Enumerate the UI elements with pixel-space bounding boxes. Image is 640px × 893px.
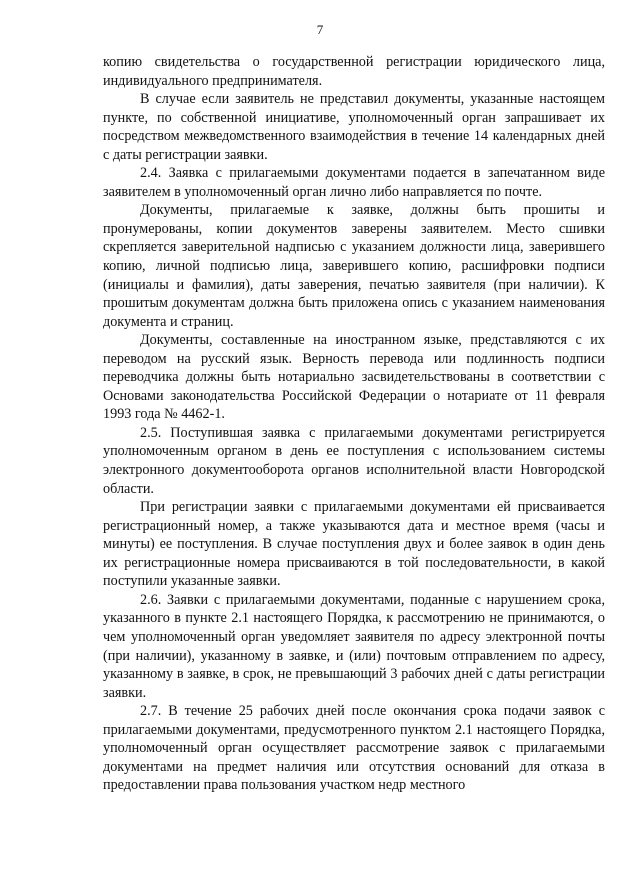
paragraph-continuation: копию свидетельства о государственной регистрации юридического лица, индивидуального предпринимателя. <box>103 54 605 89</box>
paragraph-document-binding: Документы, прилагаемые к заявке, должны быть прошиты и пронумерованы, копии документов заверены заявителем. Место сшивки скрепляется заверительной надписью с указанием должности лица, заверившего копию, личной подписью лица, заверившего копию, расшифровки подписи (инициалы и фамилия), даты заверения, печатью заявителя (при наличии). К прошитым документам должна быть приложена опись с указанием наименования документа и страниц. <box>103 202 605 330</box>
page-number: 7 <box>316 22 324 37</box>
paragraph-foreign-language: Документы, составленные на иностранном языке, представляются с их переводом на русский язык. Верность перевода или подлинность подписи переводчика должны быть нотариально засвидетельствованы в соответствии с Основами законодательства Российской Федерации о нотариате от 11 февраля 1993 года № 4462-1. <box>103 332 605 423</box>
paragraph-2-6: 2.6. Заявки с прилагаемыми документами, поданные с нарушением срока, указанного в пункте 2.1 настоящего Порядка, к рассмотрению не принимаются, о чем уполномоченный орган уведомляет заявителя по адресу электронной почты (при наличии), указанному в заявке, и (или) почтовым отправлением по адресу, указанному в заявке, в срок, не превышающий 3 рабочих дней с даты регистрации заявки. <box>103 591 605 701</box>
paragraph-registration-number: При регистрации заявки с прилагаемыми документами ей присваивается регистрационный номер, а также указываются дата и местное время (часы и минуты) ее поступления. В случае поступления двух и более заявок в один день их регистрационные номера присваиваются в той последовательности, в какой поступили указанные заявки. <box>103 499 605 590</box>
paragraph-2-5: 2.5. Поступившая заявка с прилагаемыми документами регистрируется уполномоченным органом в день ее поступления с использованием системы электронного документооборота органов исполнительной власти Новгородской области. <box>103 424 605 497</box>
document-body <box>103 53 605 795</box>
paragraph-2-4: 2.4. Заявка с прилагаемыми документами подается в запечатанном виде заявителем в уполномоченный орган лично либо направляется по почте. <box>103 165 605 200</box>
paragraph-2-7: 2.7. В течение 25 рабочих дней после окончания срока подачи заявок с прилагаемыми документами, предусмотренного пунктом 2.1 настоящего Порядка, уполномоченный орган осуществляет рассмотрение заявок с прилагаемыми документами на предмет наличия или отсутствия оснований для отказа в предоставлении права пользования участком недр местного <box>103 703 605 794</box>
paragraph-missing-documents: В случае если заявитель не представил документы, указанные настоящем пункте, по собственной инициативе, уполномоченный орган запрашивает их посредством межведомственного взаимодействия в течение 14 календарных дней с даты регистрации заявки. <box>103 91 605 163</box>
